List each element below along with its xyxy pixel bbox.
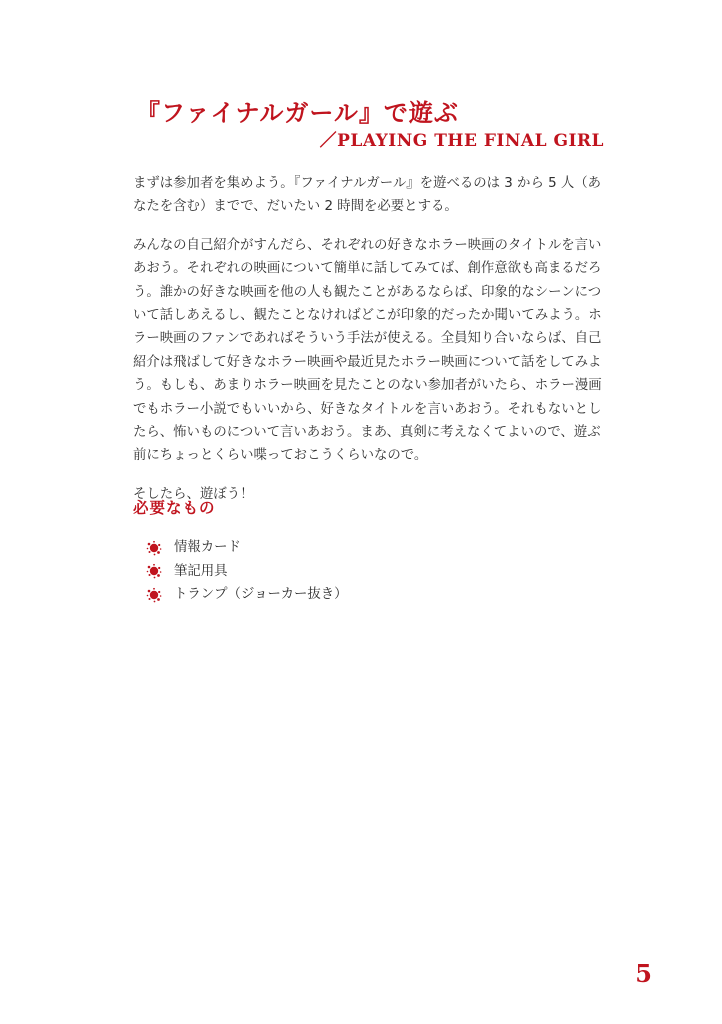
page-title: 『ファイナルガール』で遊ぶ	[136, 98, 459, 127]
list-item	[146, 560, 348, 584]
paragraph-intro: まずは参加者を集めよう。『ファイナルガール』を遊べるのは 3 から 5 人（あなたを含む）までで、だいたい 2 時間を必要とする。	[133, 176, 602, 215]
paragraph-introductions: みんなの自己紹介がすんだら、それぞれの好きなホラー映画のタイトルを言いあおう。それぞれの映画について簡単に話してみてば、創作意欲も高まるだろう。誰かの好きな映画を他の人も観たことがあるならば、印象的なシーンについて話しあえるし、観たことなければどこが印象的だったか聞いてみよう。ホラー映画のファンであればそういう手法が使える。全員知り合いならば、自己紹介は飛ばして好きなホラー映画や最近見たホラー映画について話をしてみよう。もしも、あまりホラー映画を見たことのない参加者がいたら、ホラー漫画でもホラー小説でもいいから、好きなタイトルを言いあおう。それもないとしたら、怖いものについて言いあおう。まあ、真剣に考えなくてよいので、遊ぶ前にちょっとくらい喋っておこうくらいなので。	[133, 237, 602, 464]
list-item	[146, 536, 348, 560]
blood-splatter-icon	[146, 587, 162, 603]
list-item	[146, 583, 348, 607]
list-item-label: 情報カード	[174, 540, 241, 555]
section-heading-requirements: 必要なもの	[133, 499, 216, 517]
body-text	[133, 172, 613, 521]
list-item-label: 筆記用具	[174, 563, 228, 579]
list-item-label: トランプ（ジョーカー抜き）	[174, 587, 348, 602]
page-number: 5	[635, 959, 652, 988]
blood-splatter-icon	[146, 540, 162, 556]
blood-splatter-icon	[146, 563, 162, 579]
requirements-list	[146, 536, 348, 607]
paragraph-lets-play: そしたら、遊ぼう！	[133, 486, 254, 502]
page-subtitle: ／PLAYING THE FINAL GIRL	[319, 131, 604, 151]
